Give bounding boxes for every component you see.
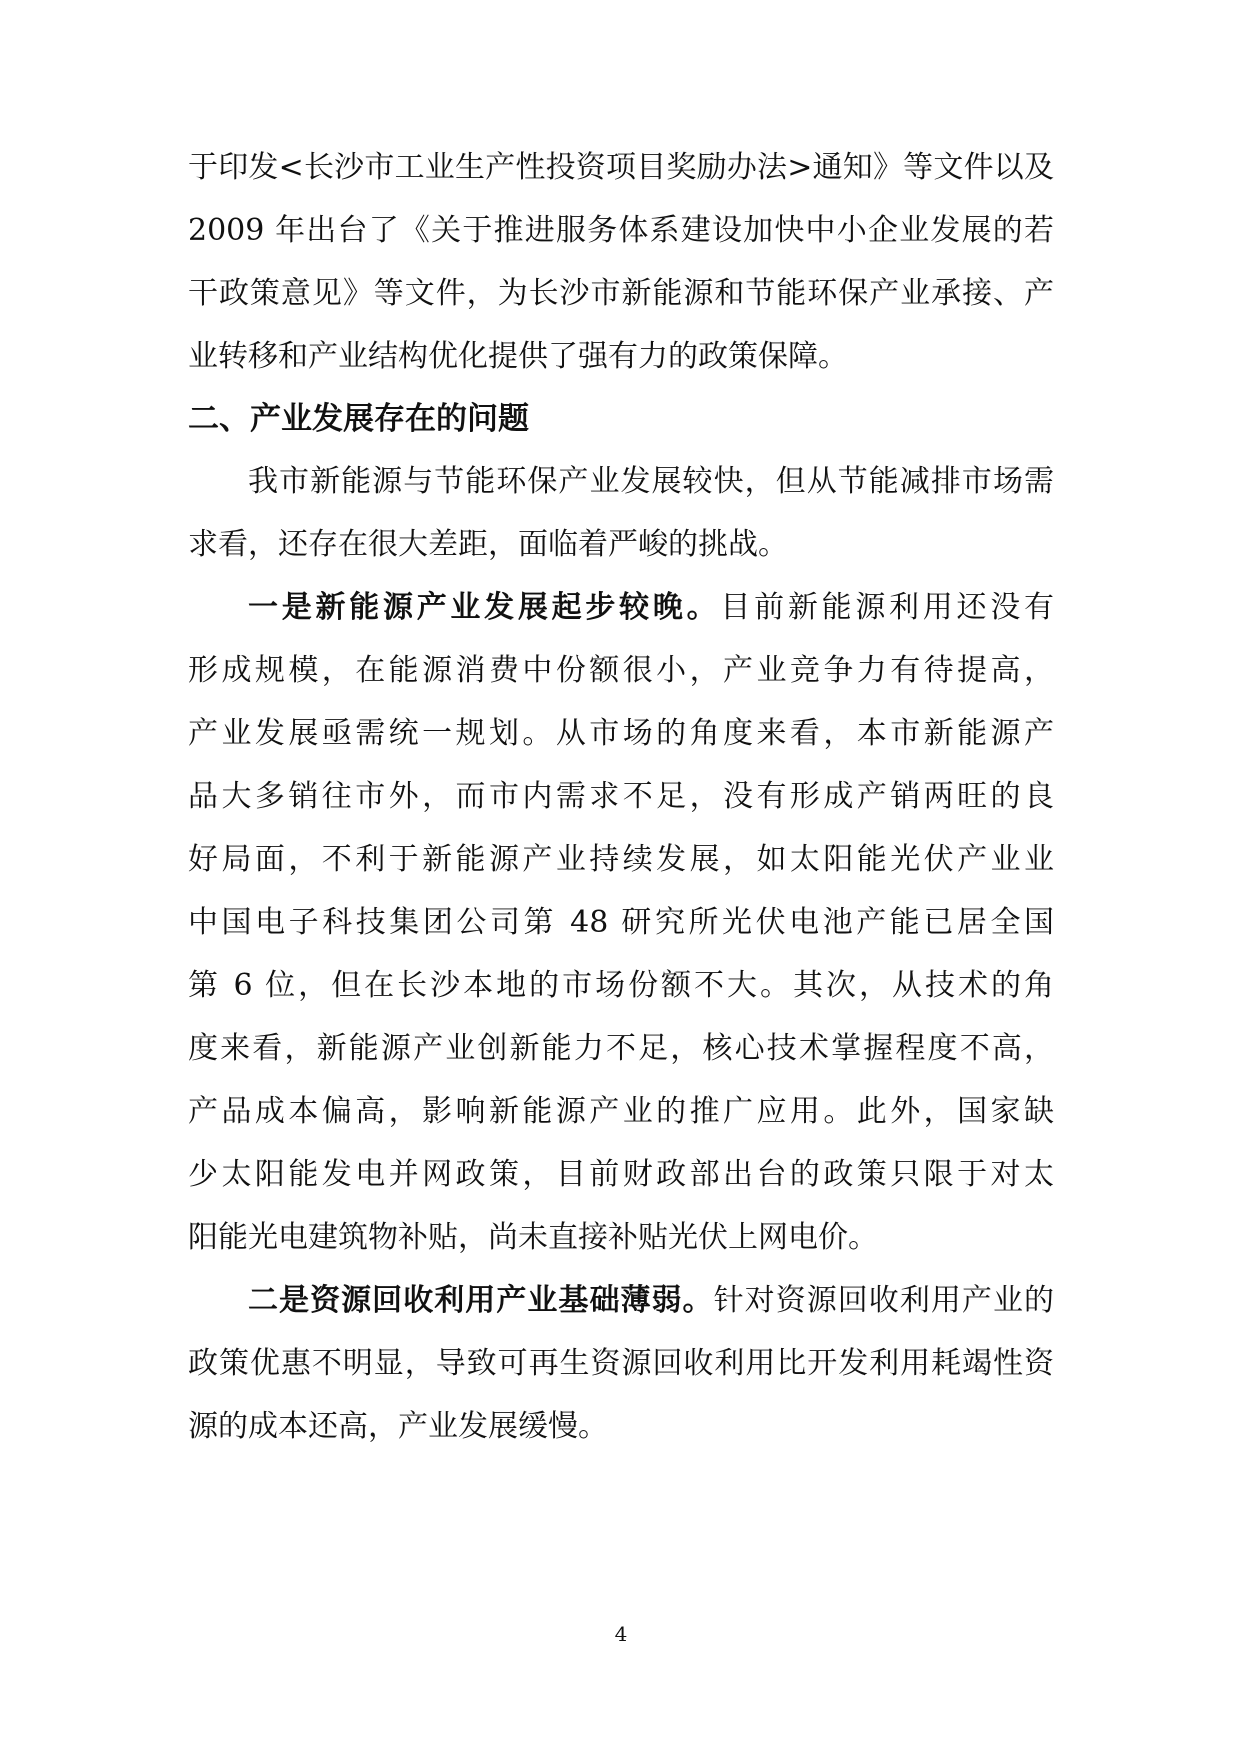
text-line	[248, 588, 1054, 628]
point-one-lead: 一是新能源产业发展起步较晚。	[248, 590, 721, 625]
text-line: 我市新能源与节能环保产业发展较快，但从节能减排市场需	[248, 464, 1054, 499]
text-line: 2009 年出台了《关于推进服务体系建设加快中小企业发展的若	[188, 213, 1054, 248]
text-line: 阳能光电建筑物补贴，尚未直接补贴光伏上网电价。	[188, 1220, 878, 1255]
text-line: 少太阳能发电并网政策，目前财政部出台的政策只限于对太	[188, 1157, 1054, 1192]
text-line: 干政策意见》等文件，为长沙市新能源和节能环保产业承接、产	[188, 276, 1054, 311]
point-two-lead: 二是资源回收利用产业基础薄弱。	[248, 1283, 714, 1318]
page-number: 4	[614, 1622, 628, 1646]
text-line: 产业发展亟需统一规划。从市场的角度来看，本市新能源产	[188, 716, 1054, 751]
text-line: 源的成本还高，产业发展缓慢。	[188, 1409, 608, 1444]
text-line: 中国电子科技集团公司第 48 研究所光伏电池产能已居全国	[188, 905, 1054, 940]
text-line: 业转移和产业结构优化提供了强有力的政策保障。	[188, 339, 848, 374]
text-line	[248, 1281, 1054, 1321]
text-line: 求看，还存在很大差距，面临着严峻的挑战。	[188, 527, 788, 562]
text-line: 于印发<长沙市工业生产性投资项目奖励办法>通知》等文件以及	[188, 150, 1054, 185]
section-heading: 二、产业发展存在的问题	[188, 401, 529, 437]
text-line: 产品成本偏高，影响新能源产业的推广应用。此外，国家缺	[188, 1094, 1054, 1129]
text-line: 好局面，不利于新能源产业持续发展，如太阳能光伏产业业	[188, 842, 1054, 877]
text-line: 品大多销往市外，而市内需求不足，没有形成产销两旺的良	[188, 779, 1054, 814]
text-line: 第 6 位，但在长沙本地的市场份额不大。其次，从技术的角	[188, 968, 1054, 1003]
document-page	[188, 0, 1054, 1755]
text-line: 形成规模，在能源消费中份额很小，产业竞争力有待提高，	[188, 653, 1054, 688]
text-line: 度来看，新能源产业创新能力不足，核心技术掌握程度不高，	[188, 1031, 1054, 1066]
point-two-first-line: 针对资源回收利用产业的	[713, 1283, 1055, 1318]
text-line: 政策优惠不明显，导致可再生资源回收利用比开发利用耗竭性资	[188, 1346, 1054, 1381]
point-one-first-line: 目前新能源利用还没有	[720, 590, 1055, 625]
